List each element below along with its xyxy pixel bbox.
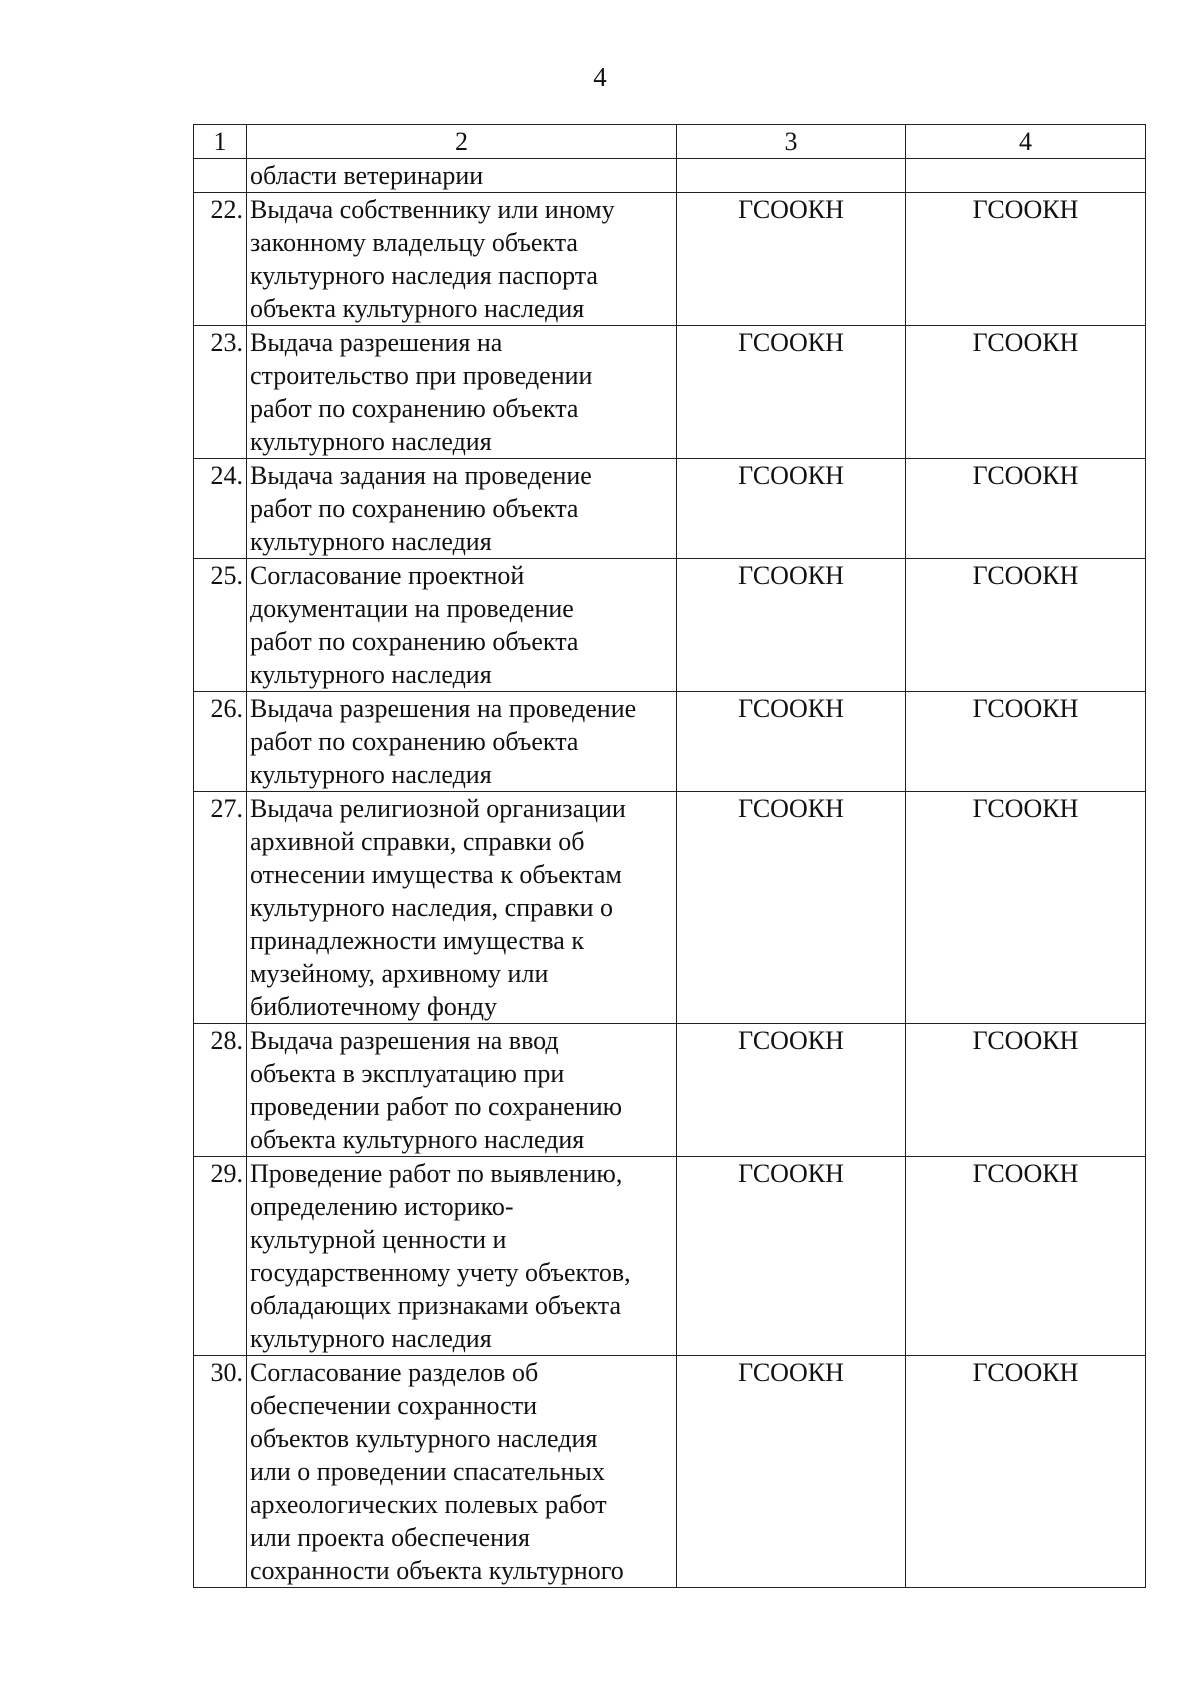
row-number: 26. xyxy=(194,692,247,792)
row-col3-authority: ГСООКН xyxy=(677,1024,906,1157)
description-line: отнесении имущества к объектам xyxy=(250,860,622,889)
row-number: 25. xyxy=(194,559,247,692)
description-line: объекта культурного наследия xyxy=(250,1125,585,1154)
row-number: 24. xyxy=(194,459,247,559)
description-line: принадлежности имущества к xyxy=(250,926,584,955)
description-line: культурного наследия xyxy=(250,660,492,689)
row-col3-authority: ГСООКН xyxy=(677,1157,906,1356)
row-description xyxy=(247,559,677,692)
table-row xyxy=(194,1157,1146,1356)
row-col3-authority: ГСООКН xyxy=(677,193,906,326)
row-col4-authority: ГСООКН xyxy=(906,792,1146,1024)
table-row xyxy=(194,326,1146,459)
description-line: культурного наследия, справки о xyxy=(250,893,613,922)
description-line: Выдача разрешения на проведение xyxy=(250,694,637,723)
row-col4-authority: ГСООКН xyxy=(906,1157,1146,1356)
services-table xyxy=(193,124,1146,1588)
description-line: обладающих признаками объекта xyxy=(250,1291,621,1320)
description-line: культурного наследия xyxy=(250,1324,492,1353)
row-number: 27. xyxy=(194,792,247,1024)
header-cell-2: 2 xyxy=(247,125,677,159)
row-col4-authority: ГСООКН xyxy=(906,459,1146,559)
row-col3-authority xyxy=(677,159,906,193)
description-line: библиотечному фонду xyxy=(250,992,497,1021)
description-line: области ветеринарии xyxy=(250,161,484,190)
page-number: 4 xyxy=(593,62,607,92)
description-line: сохранности объекта культурного xyxy=(250,1556,624,1585)
description-line: работ по сохранению объекта xyxy=(250,394,579,423)
row-col4-authority: ГСООКН xyxy=(906,1024,1146,1157)
description-line: Выдача задания на проведение xyxy=(250,461,592,490)
row-number xyxy=(194,159,247,193)
description-line: работ по сохранению объекта xyxy=(250,494,579,523)
row-col4-authority: ГСООКН xyxy=(906,692,1146,792)
table-row xyxy=(194,1024,1146,1157)
description-line: архивной справки, справки об xyxy=(250,827,585,856)
table-row xyxy=(194,559,1146,692)
description-line: Согласование проектной xyxy=(250,561,525,590)
description-line: музейному, архивному или xyxy=(250,959,549,988)
row-description xyxy=(247,1024,677,1157)
row-number: 23. xyxy=(194,326,247,459)
description-line: Выдача религиозной организации xyxy=(250,794,626,823)
row-description xyxy=(247,159,677,193)
description-line: работ по сохранению объекта xyxy=(250,727,579,756)
table-header-row xyxy=(194,125,1146,159)
table-row xyxy=(194,792,1146,1024)
row-col4-authority: ГСООКН xyxy=(906,193,1146,326)
description-line: или проекта обеспечения xyxy=(250,1523,530,1552)
header-cell-3: 3 xyxy=(677,125,906,159)
table-row xyxy=(194,1356,1146,1588)
description-line: определению историко- xyxy=(250,1192,514,1221)
description-line: государственному учету объектов, xyxy=(250,1258,631,1287)
table-row xyxy=(194,459,1146,559)
row-description xyxy=(247,792,677,1024)
row-number: 28. xyxy=(194,1024,247,1157)
description-line: Выдача разрешения на ввод xyxy=(250,1026,559,1055)
row-col4-authority: ГСООКН xyxy=(906,559,1146,692)
row-description xyxy=(247,1157,677,1356)
description-line: объектов культурного наследия xyxy=(250,1424,598,1453)
row-col3-authority: ГСООКН xyxy=(677,1356,906,1588)
row-description xyxy=(247,692,677,792)
description-line: археологических полевых работ xyxy=(250,1490,607,1519)
description-line: культурного наследия xyxy=(250,527,492,556)
description-line: объекта в эксплуатацию при xyxy=(250,1059,565,1088)
row-description xyxy=(247,193,677,326)
row-col4-authority: ГСООКН xyxy=(906,1356,1146,1588)
row-col3-authority: ГСООКН xyxy=(677,559,906,692)
description-line: законному владельцу объекта xyxy=(250,228,578,257)
table-row xyxy=(194,159,1146,193)
description-line: культурного наследия xyxy=(250,760,492,789)
row-number: 22. xyxy=(194,193,247,326)
description-line: Проведение работ по выявлению, xyxy=(250,1159,623,1188)
description-line: объекта культурного наследия xyxy=(250,294,585,323)
description-line: документации на проведение xyxy=(250,594,574,623)
row-col3-authority: ГСООКН xyxy=(677,692,906,792)
description-line: обеспечении сохранности xyxy=(250,1391,538,1420)
description-line: культурного наследия паспорта xyxy=(250,261,598,290)
row-col3-authority: ГСООКН xyxy=(677,326,906,459)
row-number: 30. xyxy=(194,1356,247,1588)
row-col3-authority: ГСООКН xyxy=(677,792,906,1024)
description-line: работ по сохранению объекта xyxy=(250,627,579,656)
description-line: или о проведении спасательных xyxy=(250,1457,605,1486)
row-number: 29. xyxy=(194,1157,247,1356)
description-line: Выдача собственнику или иному xyxy=(250,195,615,224)
description-line: Согласование разделов об xyxy=(250,1358,539,1387)
row-col4-authority xyxy=(906,159,1146,193)
description-line: культурного наследия xyxy=(250,427,492,456)
row-description xyxy=(247,1356,677,1588)
description-line: строительство при проведении xyxy=(250,361,593,390)
table-row xyxy=(194,193,1146,326)
row-col4-authority: ГСООКН xyxy=(906,326,1146,459)
table-row xyxy=(194,692,1146,792)
description-line: проведении работ по сохранению xyxy=(250,1092,623,1121)
description-line: Выдача разрешения на xyxy=(250,328,503,357)
row-col3-authority: ГСООКН xyxy=(677,459,906,559)
row-description xyxy=(247,459,677,559)
header-cell-4: 4 xyxy=(906,125,1146,159)
description-line: культурной ценности и xyxy=(250,1225,507,1254)
header-cell-1: 1 xyxy=(194,125,247,159)
row-description xyxy=(247,326,677,459)
